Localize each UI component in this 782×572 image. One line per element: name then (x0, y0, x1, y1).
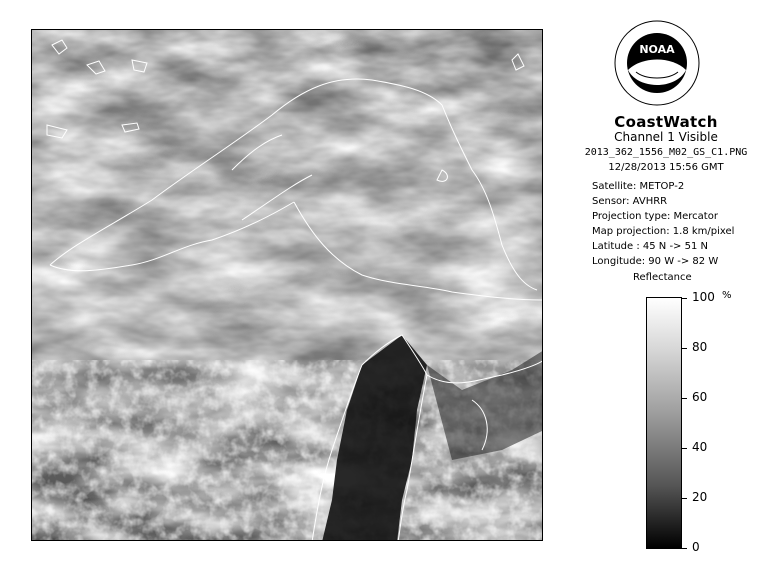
tick-mark (681, 498, 687, 499)
tick-label-0: 0 (692, 540, 700, 554)
channel-subtitle: Channel 1 Visible (614, 130, 718, 144)
image-filename: 2013_362_1556_M02_GS_C1.PNG (584, 147, 748, 158)
tick-label-20: 20 (692, 490, 708, 504)
reflectance-colorbar (646, 297, 682, 549)
tick-mark (681, 348, 687, 349)
meta-latitude: Latitude : 45 N -> 51 N (592, 241, 708, 252)
tick-mark (681, 298, 687, 299)
legend-unit: % (722, 290, 732, 301)
acquisition-datetime: 12/28/2013 15:56 GMT (608, 162, 724, 173)
app-title: CoastWatch (614, 113, 718, 131)
tick-label-80: 80 (692, 340, 708, 354)
tick-mark (681, 398, 687, 399)
tick-mark (681, 548, 687, 549)
tick-label-60: 60 (692, 390, 708, 404)
meta-map-projection: Map projection: 1.8 km/pixel (592, 226, 735, 237)
tick-label-40: 40 (692, 440, 708, 454)
satellite-image-svg (32, 30, 543, 541)
tick-mark (681, 448, 687, 449)
meta-sensor: Sensor: AVHRR (592, 196, 668, 207)
meta-projection-type: Projection type: Mercator (592, 211, 718, 222)
meta-satellite: Satellite: METOP-2 (592, 181, 685, 192)
meta-longitude: Longitude: 90 W -> 82 W (592, 256, 719, 267)
legend-title: Reflectance (633, 272, 692, 283)
noaa-logo-icon (614, 20, 700, 106)
satellite-image (31, 29, 543, 541)
noaa-logo-text: NOAA (639, 43, 675, 56)
tick-label-100: 100 (692, 290, 715, 304)
